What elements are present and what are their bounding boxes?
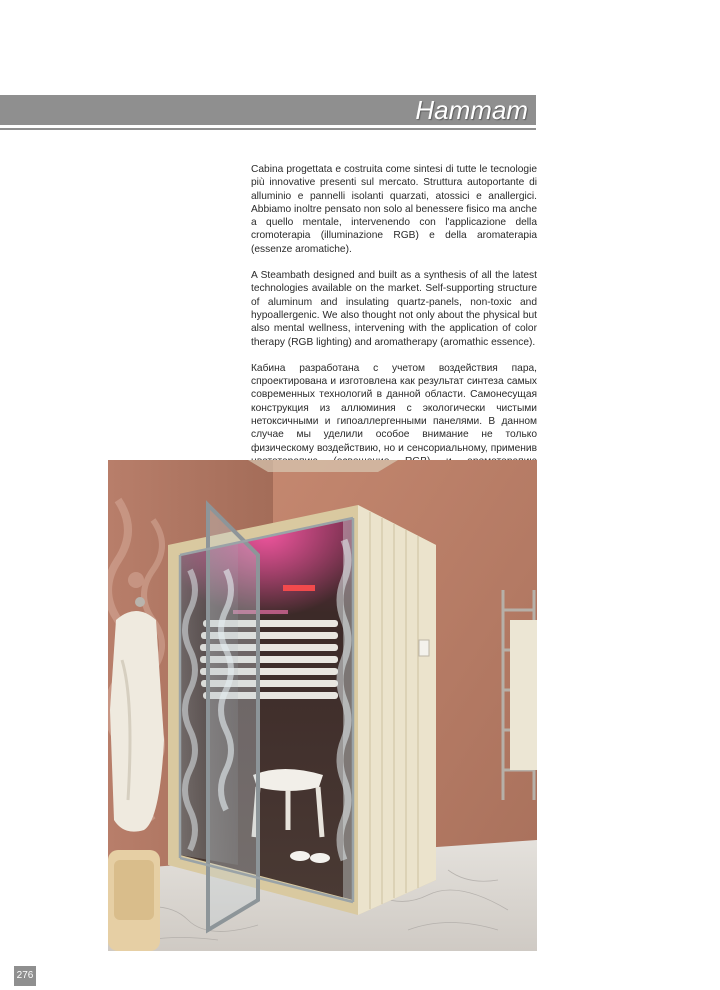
- description-column: [251, 163, 537, 495]
- hammam-cabin-photo: [108, 460, 537, 951]
- page-number: 276: [14, 966, 36, 986]
- page-title: Hammam: [415, 95, 528, 125]
- russian-paragraph: Кабина разработана с учетом воздействия пара, спроектирована и изготовлена как результат синтеза самых современных технологий в данной области. Самонесущая конструкция из аллюминия с экологически чистыми нетоксичными и гипоаллергенными панелями. В данном случае мы уделили особое внимание не только физическому воздействию, но и сенсориальному, применив: [251, 362, 537, 454]
- title-banner: [0, 95, 536, 125]
- title-divider: [0, 128, 536, 130]
- italian-paragraph: Cabina progettata e costruita come sintesi di tutte le tecnologie più innovative presenti sul mercato. Struttura autoportante di alluminio e pannelli isolanti quarzati, atossici e anallergici. Abbiamo inoltre pensato non solo al benessere fisico ma anche a quello mentale, intervenendo con l'applicazione della cromoterapia (illuminazione RGB) e della aromaterapia (essenze aromatiche).: [251, 164, 537, 255]
- english-paragraph: A Steambath designed and built as a synthesis of all the latest technologies available on the market. Self-supporting structure of aluminum and insulating quartz-panels, non-toxic and hypoallergenic. We also thought not only about the physical but also mental wellness, intervening with the application of color therapy (RGB lighting) and aromatherapy (aromathic essence).: [251, 270, 537, 348]
